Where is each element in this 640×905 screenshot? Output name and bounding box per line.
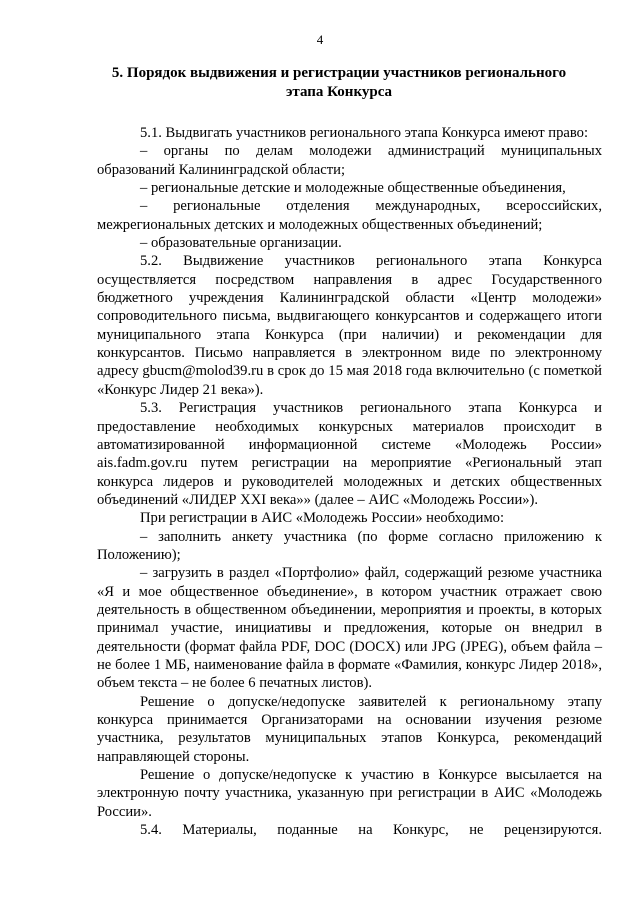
paragraph-registration-requirements: При регистрации в АИС «Молодежь России» необходимо:: [140, 510, 505, 527]
document-body: [97, 124, 602, 839]
paragraph-admission-decision: Решение о допуске/недопуске заявителей к региональному этапу конкурса принимается Организаторами на основании изучения резюме участника, результатов муниципальных этапов Конкурса, рекомендаций направляющей стороны.: [97, 693, 602, 765]
paragraph-5-3: 5.3. Регистрация участников регионального этапа Конкурса и предоставление необходимых конкурсных материалов происходит в автоматизированной информационной системе «Молодежь России» ais.fadm.gov.ru путем регистрации на мероприятие «Региональный этап конкурса лидеров и руководителей молодежных и детских общественных объединений «ЛИДЕР XXI века»» (далее – АИС «Молодежь России»).: [97, 400, 602, 508]
list-item-educational-organizations: – образовательные организации.: [140, 235, 342, 252]
list-item-fill-form: – заполнить анкету участника (по форме согласно приложению к Положению);: [97, 528, 602, 563]
list-item-regional-associations: – региональные детские и молодежные общественные объединения,: [140, 180, 566, 197]
paragraph-decision-notification: Решение о допуске/недопуске к участию в Конкурсе высылается на электронную почту участника, указанную при регистрации в АИС «Молодежь России».: [97, 767, 602, 820]
section-heading: [104, 64, 574, 102]
paragraph-5-1: 5.1. Выдвигать участников регионального этапа Конкурса имеют право:: [140, 125, 589, 141]
section-heading-line-2: этапа Конкурса: [285, 84, 393, 100]
list-item-regional-branches: – региональные отделения международных, всероссийских, межрегиональных детских и молодежных общественных объединений;: [97, 198, 602, 233]
paragraph-5-2: 5.2. Выдвижение участников регионального этапа Конкурса осуществляется посредством направления в адрес Государственного бюджетного учреждения Калининградской области «Центр молодежи» сопроводительного письма, выдвигающего конкурсантов и содержащего итоги муниципального этапа Конкурса (при наличии) и рекомендации для конкурсантов. Письмо направляется в электронном виде по электронному адресу gbucm@molod39.ru в срок до 15 мая 2018 года включительно (с пометкой «Конкурс Лидер 21 века»).: [97, 253, 602, 398]
paragraph-5-4: 5.4. Материалы, поданные на Конкурс, не рецензируются.: [140, 822, 602, 839]
page-number: 4: [316, 32, 324, 47]
list-item-youth-affairs-bodies: – органы по делам молодежи администраций муниципальных образований Калининградской области;: [97, 143, 602, 178]
list-item-upload-portfolio: – загрузить в раздел «Портфолио» файл, содержащий резюме участника «Я и мое общественное объединение», в котором участник отражает свою деятельность в общественном объединении, мероприятия и проекты, в которых принимал участие, инициативы и предложения, которые он внедрил в деятельности (формат файла PDF, DOC (DOCX) или JPG (JPEG), объем файла – не более 1 МБ, наименование файла в формате «Фамилия, конкурс Лидер 2018», объем текста – не более 6 печатных листов).: [97, 565, 602, 692]
section-heading-line-1: 5. Порядок выдвижения и регистрации участников регионального: [111, 65, 567, 81]
